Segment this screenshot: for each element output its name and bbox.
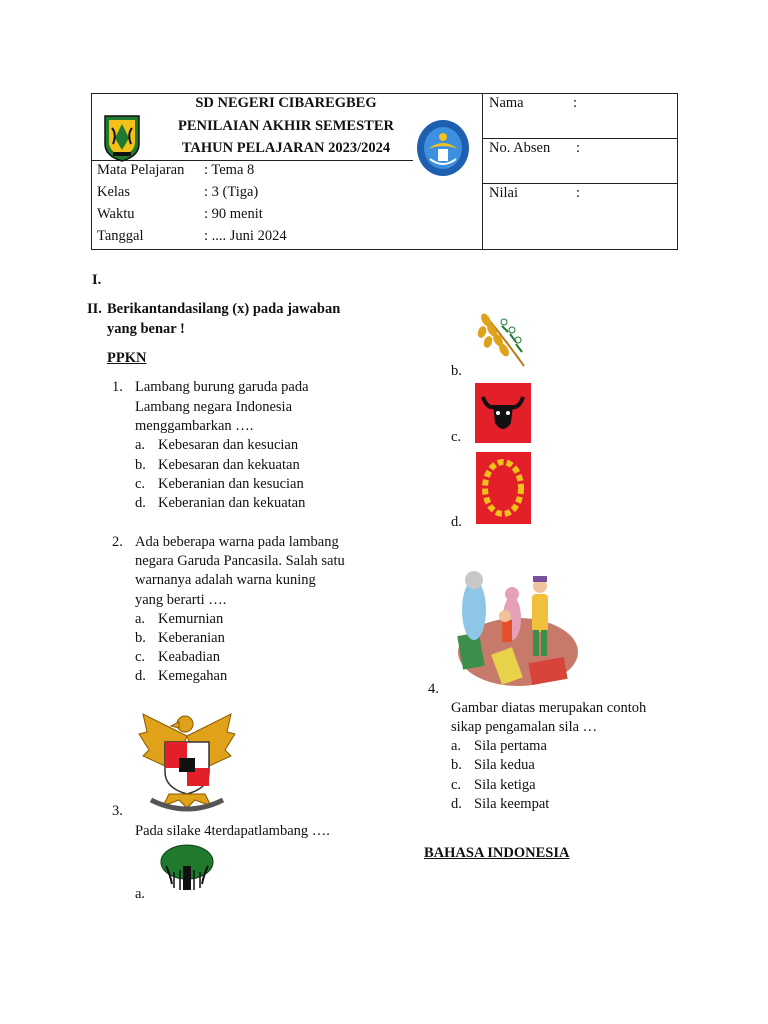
q4-option-c-letter[interactable]: c. xyxy=(451,777,462,793)
field-label-name: Nama xyxy=(489,95,524,111)
chain-icon xyxy=(476,452,531,524)
q1-text-line: menggambarkan …. xyxy=(135,418,254,434)
q1-option-c[interactable]: Keberanian dan kesucian xyxy=(158,476,304,492)
praying-family-icon xyxy=(456,568,580,690)
bull-head-icon xyxy=(475,383,531,443)
field-divider-2 xyxy=(482,183,678,184)
q1-option-a-letter[interactable]: a. xyxy=(135,437,146,453)
q1-number: 1. xyxy=(112,379,123,395)
q2-text-line: Ada beberapa warna pada lambang xyxy=(135,534,339,550)
subject-heading-bahasa: BAHASA INDONESIA xyxy=(424,845,570,861)
instruction-line-1: Berikantandasilang (x) pada jawaban xyxy=(107,301,341,317)
school-name: SD NEGERI CIBAREGBEG xyxy=(195,95,377,111)
regency-emblem-icon xyxy=(103,114,141,162)
field-label-score: Nilai xyxy=(489,185,518,201)
q2-text-line: negara Garuda Pancasila. Salah satu xyxy=(135,553,345,569)
q4-option-a-letter[interactable]: a. xyxy=(451,738,462,754)
q2-option-b[interactable]: Keberanian xyxy=(158,630,225,646)
q4-text-line: Gambar diatas merupakan contoh xyxy=(451,700,647,716)
q1-option-b[interactable]: Kebesaran dan kekuatan xyxy=(158,457,300,473)
field-input-name[interactable]: : xyxy=(573,95,578,111)
section-roman-2: II. xyxy=(87,301,102,317)
q4-option-c[interactable]: Sila ketiga xyxy=(474,777,536,793)
q3-option-a[interactable]: a. xyxy=(135,886,146,902)
q4-option-d-letter[interactable]: d. xyxy=(451,796,462,812)
q2-option-d-letter[interactable]: d. xyxy=(135,668,146,684)
q1-option-b-letter[interactable]: b. xyxy=(135,457,146,473)
q1-option-d-letter[interactable]: d. xyxy=(135,495,146,511)
info-value-class: : 3 (Tiga) xyxy=(204,184,259,200)
info-value-time: : 90 menit xyxy=(204,206,263,222)
info-value-subject: : Tema 8 xyxy=(204,162,255,178)
field-input-absen[interactable]: : xyxy=(576,140,581,156)
q2-option-a[interactable]: Kemurnian xyxy=(158,611,224,627)
q3-text: Pada silake 4terdapatlambang …. xyxy=(135,823,330,839)
section-roman-1: I. xyxy=(92,272,102,288)
field-divider-1 xyxy=(482,138,678,139)
q1-option-d[interactable]: Keberanian dan kekuatan xyxy=(158,495,306,511)
q1-text-line: Lambang burung garuda pada xyxy=(135,379,309,395)
banyan-tree-icon xyxy=(160,844,215,894)
q2-option-b-letter[interactable]: b. xyxy=(135,630,146,646)
q4-option-b-letter[interactable]: b. xyxy=(451,757,462,773)
q1-option-a[interactable]: Kebesaran dan kesucian xyxy=(158,437,299,453)
q4-option-a[interactable]: Sila pertama xyxy=(474,738,547,754)
info-label-time: Waktu xyxy=(97,206,135,222)
q3-option-b[interactable]: b. xyxy=(451,363,462,379)
q2-option-c[interactable]: Keabadian xyxy=(158,649,220,665)
info-label-class: Kelas xyxy=(97,184,131,200)
header-divider xyxy=(482,93,483,250)
q2-number: 2. xyxy=(112,534,123,550)
field-input-score[interactable]: : xyxy=(576,185,581,201)
q1-text-line: Lambang negara Indonesia xyxy=(135,399,293,415)
q2-option-d[interactable]: Kemegahan xyxy=(158,668,228,684)
info-label-date: Tanggal xyxy=(97,228,144,244)
q3-option-d[interactable]: d. xyxy=(451,514,462,530)
garuda-pancasila-icon xyxy=(135,708,239,814)
field-label-absen: No. Absen xyxy=(489,140,551,156)
q3-option-c[interactable]: c. xyxy=(451,429,462,445)
info-label-subject: Mata Pelajaran xyxy=(97,162,185,178)
academic-year: TAHUN PELAJARAN 2023/2024 xyxy=(181,140,391,156)
q4-option-d[interactable]: Sila keempat xyxy=(474,796,550,812)
q2-text-line: warnanya adalah warna kuning xyxy=(135,572,316,588)
subject-heading-ppkn: PPKN xyxy=(107,350,147,366)
q4-number: 4. xyxy=(428,681,439,697)
q2-text-line: yang berarti …. xyxy=(135,592,227,608)
q3-number: 3. xyxy=(112,803,123,819)
q2-option-c-letter[interactable]: c. xyxy=(135,649,146,665)
q4-option-b[interactable]: Sila kedua xyxy=(474,757,535,773)
q2-option-a-letter[interactable]: a. xyxy=(135,611,146,627)
info-value-date: : .... Juni 2024 xyxy=(204,228,287,244)
q1-option-c-letter[interactable]: c. xyxy=(135,476,146,492)
rice-cotton-icon xyxy=(474,308,528,370)
q4-text-line: sikap pengamalan sila … xyxy=(451,719,598,735)
instruction-line-2: yang benar ! xyxy=(107,321,185,337)
exam-title: PENILAIAN AKHIR SEMESTER xyxy=(178,118,394,134)
